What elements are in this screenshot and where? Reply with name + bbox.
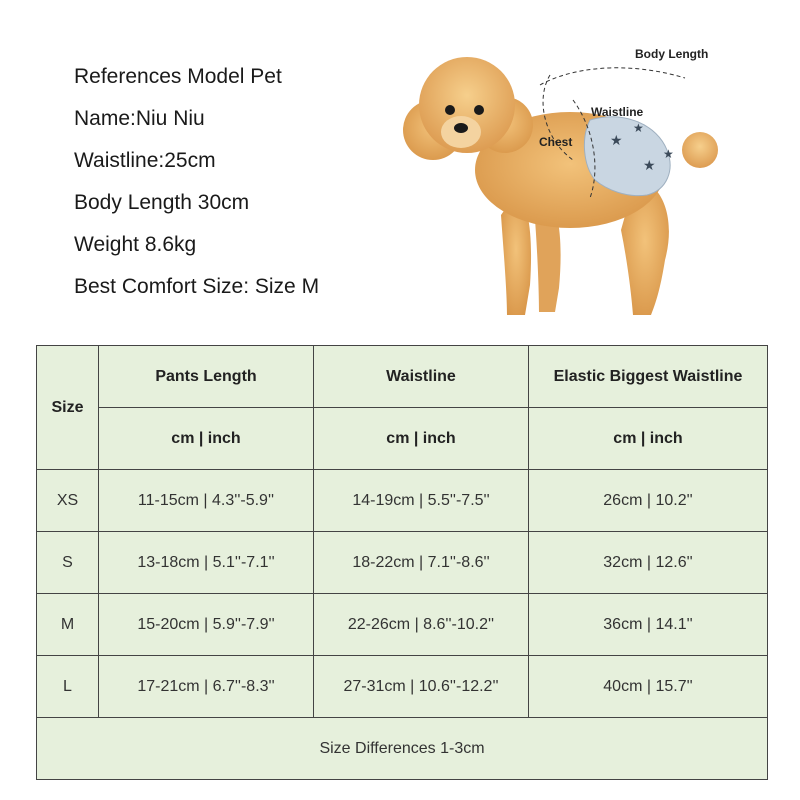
table-row bbox=[37, 532, 768, 594]
dog-eye bbox=[445, 105, 455, 115]
label-body-length: Body Length bbox=[635, 47, 709, 61]
size-cell: S bbox=[37, 532, 99, 594]
size-header: Size bbox=[37, 346, 99, 470]
dog-photo bbox=[395, 30, 800, 330]
table-row bbox=[37, 594, 768, 656]
elastic-waistline-cell: 40cm | 15.7'' bbox=[529, 656, 768, 718]
info-body-length: Body Length 30cm bbox=[74, 191, 250, 214]
waistline-cell: 22-26cm | 8.6''-10.2'' bbox=[314, 594, 529, 656]
diaper-star: ★ bbox=[610, 132, 623, 148]
waistline-cell: 27-31cm | 10.6''-12.2'' bbox=[314, 656, 529, 718]
size-cell: M bbox=[37, 594, 99, 656]
units-header: cm | inch bbox=[314, 408, 529, 470]
info-best-size: Best Comfort Size: Size M bbox=[74, 275, 320, 298]
elastic-waistline-cell: 32cm | 12.6'' bbox=[529, 532, 768, 594]
model-pet-info bbox=[74, 56, 319, 308]
waistline-cell: 18-22cm | 7.1''-8.6'' bbox=[314, 532, 529, 594]
info-weight: Weight 8.6kg bbox=[74, 233, 197, 256]
pants-length-cell: 13-18cm | 5.1''-7.1'' bbox=[99, 532, 314, 594]
size-differences-note: Size Differences 1-3cm bbox=[37, 718, 768, 780]
diaper-star: ★ bbox=[633, 121, 644, 135]
pants-length-header: Pants Length bbox=[99, 346, 314, 408]
body-length-line bbox=[540, 68, 685, 85]
diaper-star: ★ bbox=[643, 157, 656, 173]
dog-eye bbox=[474, 105, 484, 115]
size-chart-table bbox=[36, 345, 768, 780]
size-cell: L bbox=[37, 656, 99, 718]
label-waistline: Waistline bbox=[591, 105, 644, 119]
units-header: cm | inch bbox=[529, 408, 768, 470]
elastic-waistline-cell: 36cm | 14.1'' bbox=[529, 594, 768, 656]
diaper-star: ★ bbox=[663, 147, 674, 161]
table-row bbox=[37, 470, 768, 532]
size-cell: XS bbox=[37, 470, 99, 532]
waistline-cell: 14-19cm | 5.5''-7.5'' bbox=[314, 470, 529, 532]
table-footer-row bbox=[37, 718, 768, 780]
dog-nose bbox=[454, 123, 468, 133]
pants-length-cell: 15-20cm | 5.9''-7.9'' bbox=[99, 594, 314, 656]
info-title: References Model Pet bbox=[74, 65, 282, 88]
info-waistline: Waistline:25cm bbox=[74, 149, 216, 172]
info-name: Name:Niu Niu bbox=[74, 107, 205, 130]
table-row bbox=[37, 656, 768, 718]
waistline-header: Waistline bbox=[314, 346, 529, 408]
elastic-waistline-cell: 26cm | 10.2'' bbox=[529, 470, 768, 532]
pants-length-cell: 17-21cm | 6.7''-8.3'' bbox=[99, 656, 314, 718]
dog-tail bbox=[682, 132, 718, 168]
pants-length-cell: 11-15cm | 4.3''-5.9'' bbox=[99, 470, 314, 532]
table-header-row bbox=[37, 346, 768, 408]
elastic-waistline-header: Elastic Biggest Waistline bbox=[529, 346, 768, 408]
table-units-row bbox=[37, 408, 768, 470]
label-chest: Chest bbox=[539, 135, 573, 149]
units-header: cm | inch bbox=[99, 408, 314, 470]
